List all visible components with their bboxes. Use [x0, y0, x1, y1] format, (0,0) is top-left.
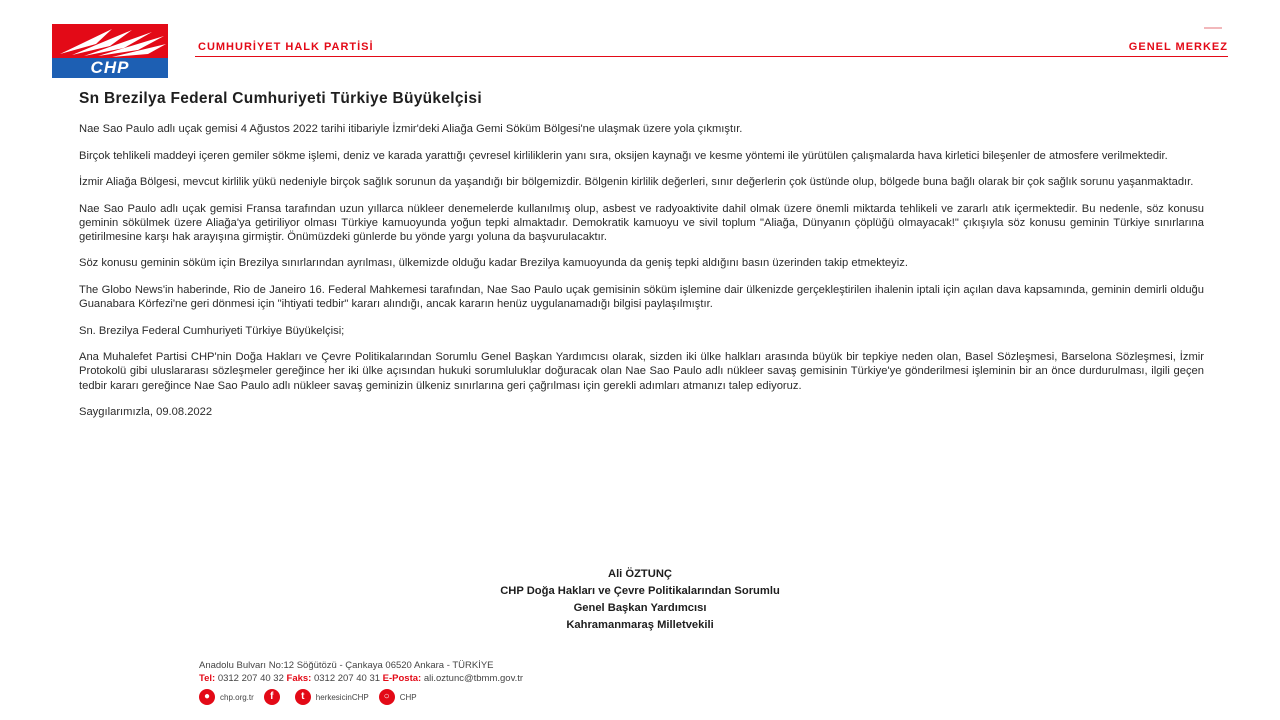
paragraph: Söz konusu geminin söküm için Brezilya sınırlarından ayrılması, ülkemizde olduğu kadar Brezilya kamuoyunda da geniş tepki aldığını basın üzerinden takip etmekteyiz.	[79, 257, 908, 270]
letter-body	[79, 122, 1204, 432]
signature-block	[380, 566, 900, 634]
facebook-icon: f	[264, 689, 280, 705]
party-name: CUMHURİYET HALK PARTİSİ	[198, 41, 374, 53]
footer-address: Anadolu Bulvarı No:12 Söğütözü - Çankaya 06520 Ankara - TÜRKİYE	[199, 660, 494, 671]
signatory-constituency: Kahramanmaraş Milletvekili	[566, 619, 714, 631]
footer-socials	[199, 688, 427, 706]
twitter-icon: t	[295, 689, 311, 705]
social-label: CHP	[399, 692, 417, 702]
paragraph: Nae Sao Paulo adlı uçak gemisi 4 Ağustos 2022 tarihi itibariyle İzmir'deki Aliağa Gemi Söküm Bölgesi'ne ulaşmak üzere yola çıkmıştır.	[79, 123, 743, 135]
paragraph: The Globo News'in haberinde, Rio de Janeiro 16. Federal Mahkemesi tarafından, Nae Sao Paulo uçak gemisinin söküm işlemine dair ülkenizde gerçekleştirilen ihalenin iptali için açılan dava kapsamında, geminin demirli olduğu Guanabara Körfezi'ne geri dönmesi için "ihtiyati tedbir" kararı alındığı, ancak kararın henüz uygulanamadığı bilgisi paylaşılmıştır.	[79, 283, 1204, 311]
footer	[199, 659, 523, 685]
paragraph: Birçok tehlikeli maddeyi içeren gemiler sökme işlemi, deniz ve karada yarattığı çevresel kirliliklerin yanı sıra, oksijen kaynağı ve kesme yöntemi ile yürütülen çalışmalarda hava kirletici bileşenler de atmosfere verilmektedir.	[79, 149, 1168, 162]
header-mark	[1204, 27, 1222, 29]
letter-title: Sn Brezilya Federal Cumhuriyeti Türkiye Büyükelçisi	[79, 90, 482, 107]
logo-arrows-icon	[52, 24, 168, 58]
web-icon: ●	[199, 689, 215, 705]
header-divider	[195, 56, 1228, 57]
logo-text: CHP	[52, 58, 168, 78]
instagram-icon: ○	[379, 689, 395, 705]
paragraph: Ana Muhalefet Partisi CHP'nin Doğa Hakları ve Çevre Politikalarından Sorumlu Genel Başkan Yardımcısı olarak, sizden iki ülke halkları arasında büyük bir tepkiye neden olan, Basel Sözleşmesi, Barselona Sözleşmesi, İzmir Protokolü gibi uluslararası sözleşmeler gereğince her iki ülke açısından hukuki sorumluluklar doğuracak olan Nae Sao Paulo adlı nükleer savaş gemisinin Türkiye'ye gönderilmesi işleminin bir an önce durdurulması, ilgili geçen tedbir kararı gereğince Nae Sao Paulo adlı nükleer savaş geminizin ülkeniz sınırlarına geri çağrılması için gerekli adımları atmanızı talep ediyoruz.	[79, 351, 1204, 392]
chp-logo	[52, 24, 168, 78]
social-label: chp.org.tr	[220, 692, 254, 702]
paragraph: Nae Sao Paulo adlı uçak gemisi Fransa tarafından uzun yıllarca nükleer denemelerde kullanılmış olup, asbest ve radyoaktivite dahil olmak üzere önemli miktarda tehlikeli ve zararlı atık içermektedir. Bu nedenle, söz konusu geminin sökülmek üzere Aliağa'ya getiriliyor olması Türkiye kamuoyunda yoğun tepki almaktadır. Demokratik kamuoyu ve sivil toplum "Aliağa, Dünyanın çöplüğü olmayacak!" çıkışıyla söz konusu geminin Türkiye sınırlarına getirilmesine karşı hak arayışına girmiştir. Önümüzdeki günlerde bu yönde yargı yoluna da başvurulacaktır.	[79, 202, 1204, 243]
signatory-name: Ali ÖZTUNÇ	[607, 568, 672, 580]
signatory-title: Genel Başkan Yardımcısı	[573, 602, 707, 614]
footer-contact	[199, 672, 523, 685]
fax-label: Faks:	[286, 673, 312, 684]
closing: Saygılarımızla, 09.08.2022	[79, 406, 213, 419]
social-twitter[interactable]	[295, 689, 369, 705]
social-instagram[interactable]	[379, 689, 417, 705]
social-label: herkesicinCHP	[315, 692, 369, 702]
paragraph: İzmir Aliağa Bölgesi, mevcut kirlilik yükü nedeniyle birçok sağlık sorunun da yaşandığı bir bölgemizdir. Bölgenin kirlilik değerleri, sınır değerlerin çok üstünde olup, bölgede buna bağlı olarak bir çok sağlık sorunu yaşanmaktadır.	[79, 176, 1194, 188]
tel-value: 0312 207 40 32	[217, 673, 284, 684]
salutation: Sn. Brezilya Federal Cumhuriyeti Türkiye Büyükelçisi;	[79, 324, 345, 337]
social-facebook[interactable]	[264, 689, 285, 705]
fax-value: 0312 207 40 31	[313, 673, 381, 684]
email-value[interactable]: ali.oztunc@tbmm.gov.tr	[423, 673, 524, 684]
social-web[interactable]	[199, 689, 254, 705]
tel-label: Tel:	[199, 673, 216, 684]
email-label: E-Posta:	[382, 673, 422, 684]
signatory-role: CHP Doğa Hakları ve Çevre Politikalarından Sorumlu	[500, 585, 780, 597]
department-label: GENEL MERKEZ	[1128, 41, 1228, 53]
